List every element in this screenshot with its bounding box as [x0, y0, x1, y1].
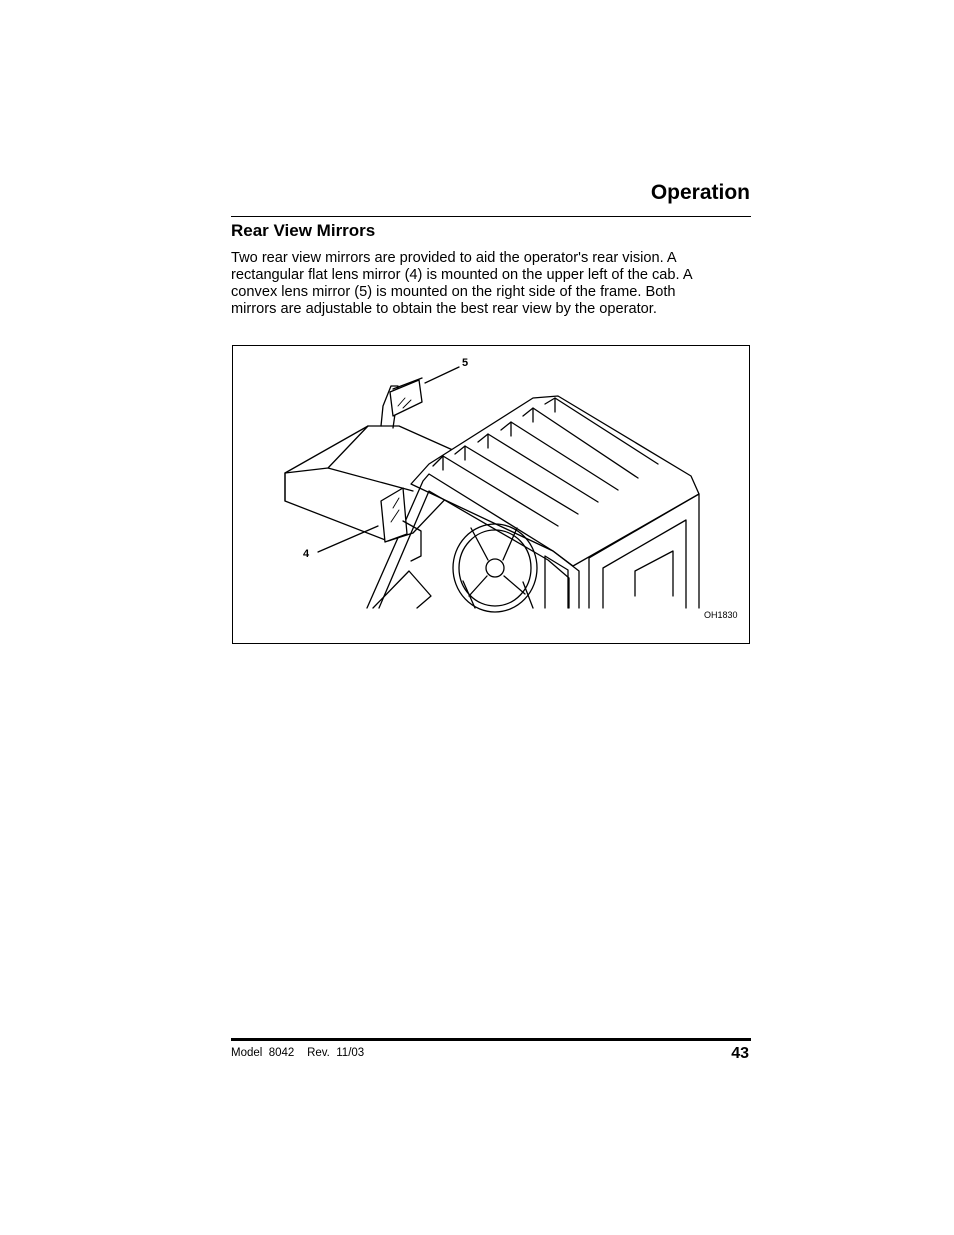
chapter-title: Operation: [650, 181, 750, 204]
callout-4-leader: [318, 526, 378, 552]
page-number: 43: [731, 1045, 749, 1062]
callout-4: 4: [303, 548, 310, 560]
body-line: mirrors are adjustable to obtain the best rear view by the operator.: [231, 301, 657, 317]
callout-5: 5: [462, 357, 469, 369]
body-line: rectangular flat lens mirror (4) is mounted on the upper left of the cab. A: [231, 267, 693, 283]
steering-wheel: [453, 524, 537, 612]
roof-canopy: [411, 396, 699, 566]
header-rule: [231, 216, 751, 217]
callout-5-leader: [425, 367, 459, 383]
figure-id: OH1830: [704, 610, 738, 620]
body-line: Two rear view mirrors are provided to aid the operator's rear vision. A: [231, 250, 677, 266]
mirror-figure: [232, 345, 750, 644]
footer-rule: [231, 1038, 751, 1041]
footer-model-revision: Model 8042 Rev. 11/03: [231, 1047, 365, 1059]
body-line: convex lens mirror (5) is mounted on the right side of the frame. Both: [231, 284, 676, 300]
forklift-cab-illustration: [233, 346, 749, 643]
body-paragraph: [231, 250, 751, 318]
section-heading: Rear View Mirrors: [231, 221, 376, 240]
